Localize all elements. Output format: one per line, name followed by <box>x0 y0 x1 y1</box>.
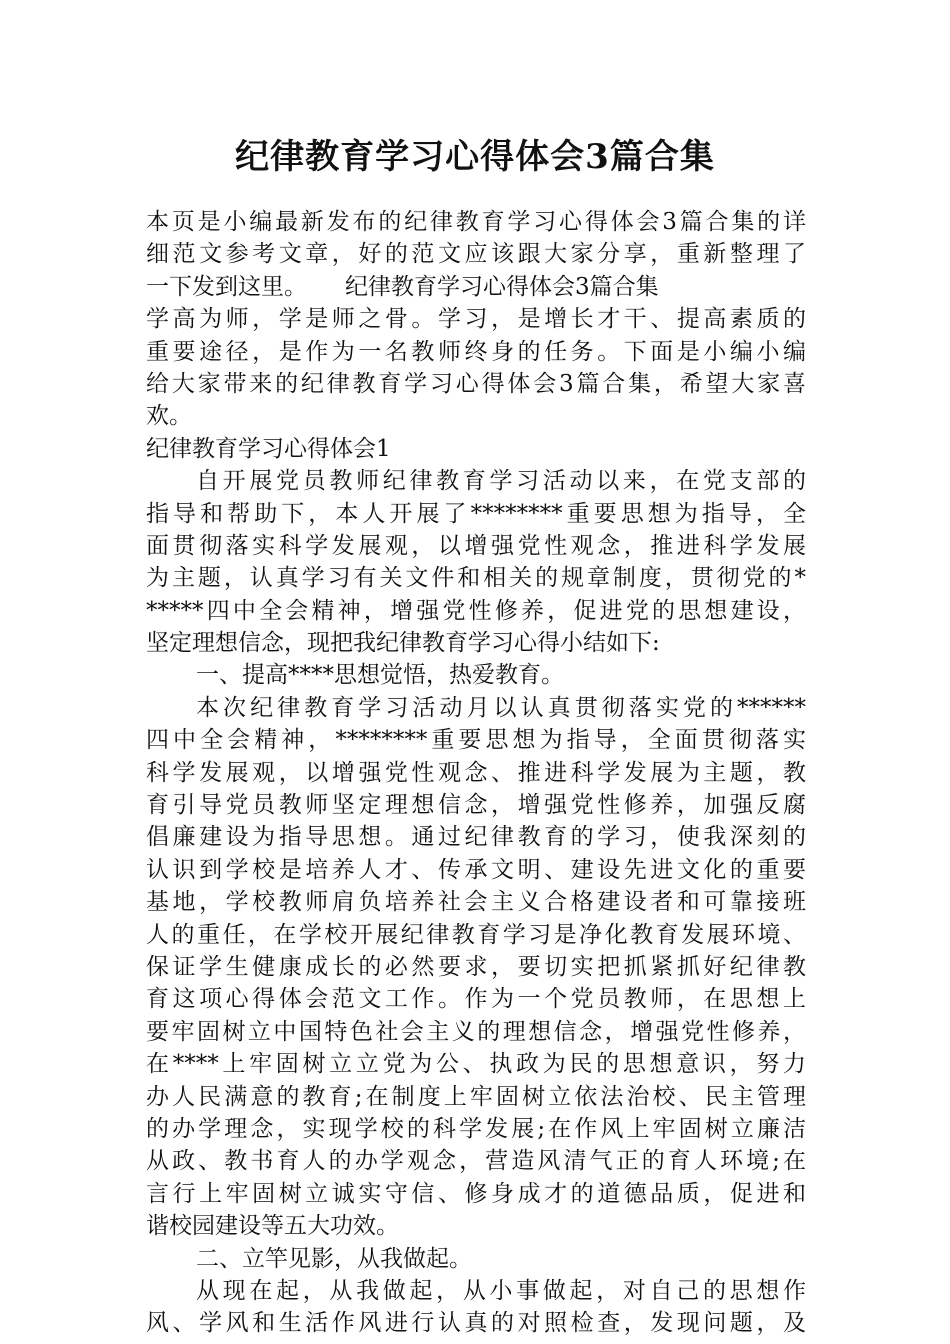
text-line: 纪律教育学习心得体会3篇合集 <box>345 273 659 300</box>
text-line: *****四中全会精神，增强党性修养，促进党的思想建设， <box>146 597 806 624</box>
text-line: 保证学生健康成长的必然要求，要切实把抓紧抓好纪律教 <box>146 953 806 980</box>
text-line: 给大家带来的纪律教育学习心得体会3篇合集，希望大家喜 <box>146 370 806 397</box>
text-line: 面贯彻落实科学发展观，以增强党性观念，推进科学发展 <box>146 532 806 559</box>
text-line: 育引导党员教师坚定理想信念，增强党性修养，加强反腐 <box>146 792 806 819</box>
text-line-pair <box>146 271 806 303</box>
text-line: 欢。 <box>146 403 192 430</box>
text-line: 办人民满意的教育;在制度上牢固树立依法治校、民主管理 <box>146 1083 806 1110</box>
text-line: 科学发展观，以增强党性观念、推进科学发展为主题，教 <box>146 759 806 786</box>
text-line: 在****上牢固树立立党为公、执政为民的思想意识，努力 <box>146 1051 806 1078</box>
text-line: 指导和帮助下，本人开展了********重要思想为指导，全 <box>146 500 806 527</box>
subheading: 二、立竿见影，从我做起。 <box>196 1245 472 1272</box>
subheading: 一、提高****思想觉悟，热爱教育。 <box>196 662 564 689</box>
section-heading: 纪律教育学习心得体会1 <box>146 435 391 462</box>
text-line: 倡廉建设为指导思想。通过纪律教育的学习，使我深刻的 <box>146 824 806 851</box>
text-line: 坚定理想信念，现把我纪律教育学习心得小结如下: <box>146 630 660 657</box>
text-line: 重要途径，是作为一名教师终身的任务。下面是小编小编 <box>146 338 806 365</box>
text-line: 的办学理念，实现学校的科学发展;在作风上牢固树立廉洁 <box>146 1115 806 1142</box>
text-line: 本页是小编最新发布的纪律教育学习心得体会3篇合集的详 <box>146 209 806 235</box>
document-title: 纪律教育学习心得体会3篇合集 <box>235 137 715 177</box>
document-body <box>146 206 806 1340</box>
text-line: 四中全会精神，********重要思想为指导，全面贯彻落实 <box>146 727 806 754</box>
text-line: 谐校园建设等五大功效。 <box>146 1213 399 1240</box>
text-line: 本次纪律教育学习活动月以认真贯彻落实党的****** <box>196 694 806 721</box>
text-line: 从现在起，从我做起，从小事做起，对自己的思想作 <box>196 1277 806 1304</box>
text-line: 学高为师，学是师之骨。学习，是增长才干、提高素质的 <box>146 306 806 333</box>
text-line: 为主题，认真学习有关文件和相关的规章制度，贯彻党的* <box>146 565 806 592</box>
text-line: 育这项心得体会范文工作。作为一个党员教师，在思想上 <box>146 986 806 1013</box>
text-line: 自开展党员教师纪律教育学习活动以来，在党支部的 <box>196 468 806 495</box>
text-line: 言行上牢固树立诚实守信、修身成才的道德品质，促进和 <box>146 1180 806 1207</box>
text-line: 要牢固树立中国特色社会主义的理想信念，增强党性修养， <box>146 1018 806 1045</box>
text-line: 一下发到这里。 <box>146 273 307 300</box>
text-line: 从政、教书育人的办学观念，营造风清气正的育人环境;在 <box>146 1148 806 1175</box>
text-line: 基地，学校教师肩负培养社会主义合格建设者和可靠接班 <box>146 889 806 916</box>
text-line: 细范文参考文章，好的范文应该跟大家分享，重新整理了 <box>146 241 806 268</box>
text-line: 风、学风和生活作风进行认真的对照检查，发现问题，及 <box>146 1310 806 1337</box>
text-line: 认识到学校是培养人才、传承文明、建设先进文化的重要 <box>146 856 806 883</box>
text-line: 人的重任，在学校开展纪律教育学习是净化教育发展环境、 <box>146 921 806 948</box>
